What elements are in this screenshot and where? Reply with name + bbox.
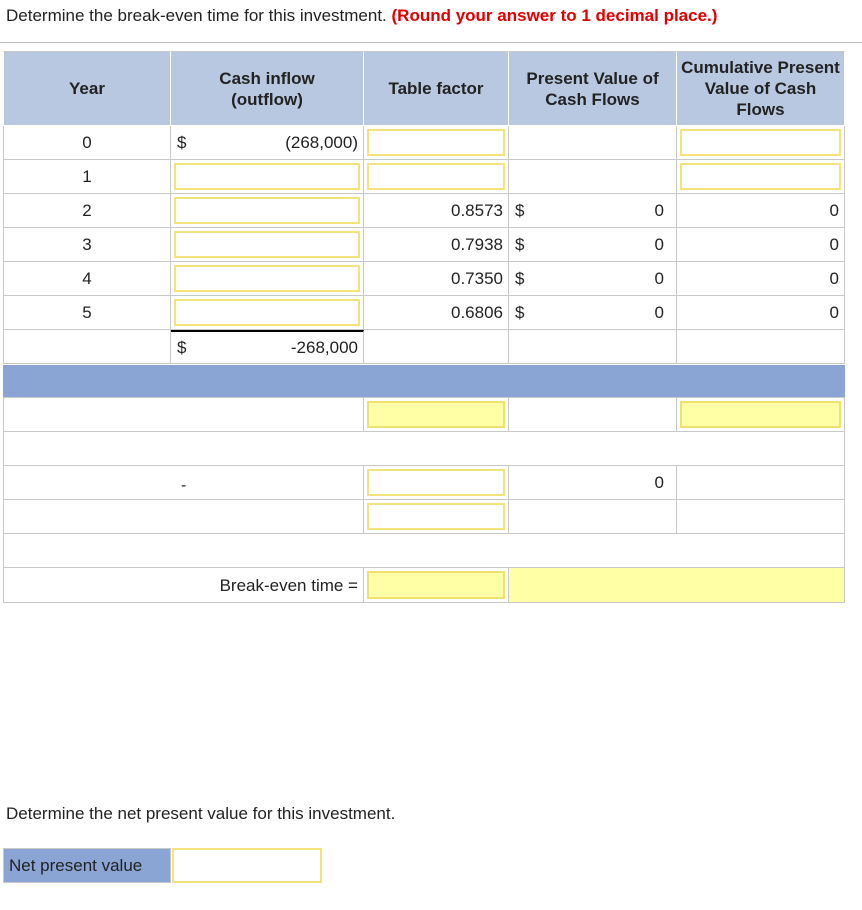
cum-cell: [677, 500, 845, 534]
empty-cell: [3, 330, 171, 364]
cash-inflow-input[interactable]: [174, 299, 360, 326]
factor-cell: [364, 398, 509, 432]
pv-cell: [509, 194, 677, 228]
cash-cell: [171, 262, 364, 296]
break-even-row: [3, 568, 845, 603]
total-cash-value: -268,000: [290, 337, 358, 357]
pv-cell: [509, 500, 677, 534]
empty-cell: [677, 330, 845, 364]
empty-row: [3, 432, 845, 466]
year-cell: 0: [3, 126, 171, 160]
factor-cell: [364, 568, 509, 603]
question-text: Determine the break-even time for this investment.: [6, 6, 387, 25]
pv-value: 0: [654, 200, 664, 220]
dollar-sign: $: [515, 302, 525, 322]
cash-cell: [171, 194, 364, 228]
cash-cell: [171, 160, 364, 194]
dollar-sign: $: [515, 200, 525, 220]
calc-input[interactable]: [367, 401, 505, 428]
header-cash-inflow: Cash inflow (outflow): [171, 51, 364, 126]
cum-value: 0: [677, 262, 845, 296]
factor-cell: [364, 160, 509, 194]
pv-cell: [509, 228, 677, 262]
cum-cell: [677, 126, 845, 160]
table-row: [3, 126, 845, 160]
factor-value: 0.8573: [364, 194, 509, 228]
header-present-value: Present Value of Cash Flows: [509, 51, 677, 126]
factor-cell: [364, 500, 509, 534]
divider: [0, 42, 862, 43]
dollar-sign: $: [515, 268, 525, 288]
cum-value: 0: [677, 228, 845, 262]
cash-inflow-input[interactable]: [174, 163, 360, 190]
year-cell: 5: [3, 296, 171, 330]
break-even-unit-cell[interactable]: [509, 568, 845, 603]
npv-row: [3, 848, 323, 883]
table-factor-input[interactable]: [367, 129, 505, 156]
table-row: [3, 432, 845, 466]
year-cell: 3: [3, 228, 171, 262]
table-row: [3, 398, 845, 432]
table-row: [3, 500, 845, 534]
pv-cell: [509, 160, 677, 194]
cumulative-pv-input[interactable]: [680, 163, 841, 190]
pv-value: 0: [654, 268, 664, 288]
table-row: [3, 160, 845, 194]
calc-input[interactable]: [367, 503, 505, 530]
empty-row: [3, 534, 845, 568]
pv-value: 0: [509, 466, 677, 500]
question-npv: Determine the net present value for this investment.: [6, 804, 396, 823]
cash-inflow-input[interactable]: [174, 265, 360, 292]
break-even-label: Break-even time =: [219, 575, 358, 595]
table-factor-input[interactable]: [367, 163, 505, 190]
section-separator: [3, 365, 845, 398]
header-table-factor: Table factor: [364, 51, 509, 126]
pv-cell: [509, 262, 677, 296]
calc-input[interactable]: [680, 401, 841, 428]
cum-cell: [677, 160, 845, 194]
factor-value: 0.7938: [364, 228, 509, 262]
cum-value: 0: [677, 194, 845, 228]
npv-label: Net present value: [3, 848, 171, 883]
factor-cell: [364, 466, 509, 500]
break-even-input[interactable]: [367, 571, 505, 599]
table-row: [3, 194, 845, 228]
cash-cell: [171, 228, 364, 262]
table-row: [3, 466, 845, 500]
cum-cell: [677, 466, 845, 500]
cum-cell: [677, 398, 845, 432]
label-cell: [3, 500, 364, 534]
total-cash-cell: [171, 330, 364, 364]
dollar-sign: $: [515, 234, 525, 254]
label-cell: [3, 466, 364, 500]
empty-cell: [364, 330, 509, 364]
pv-cell: [509, 296, 677, 330]
pv-cell: [509, 398, 677, 432]
table-row: [3, 296, 845, 330]
factor-value: 0.6806: [364, 296, 509, 330]
dollar-sign: $: [177, 132, 187, 152]
cum-value: 0: [677, 296, 845, 330]
header-year: Year: [3, 51, 171, 126]
cumulative-pv-input[interactable]: [680, 129, 841, 156]
question-break-even: [6, 6, 717, 26]
cash-cell: [171, 296, 364, 330]
table-header: [3, 51, 845, 126]
npv-input[interactable]: [172, 848, 322, 883]
year-cell: 2: [3, 194, 171, 228]
cash-inflow-input[interactable]: [174, 197, 360, 224]
empty-cell: [509, 330, 677, 364]
table-row: [3, 262, 845, 296]
year-cell: 1: [3, 160, 171, 194]
factor-cell: [364, 126, 509, 160]
pv-value: 0: [654, 234, 664, 254]
pv-cell: [509, 126, 677, 160]
cash-cell: [171, 126, 364, 160]
year-cell: 4: [3, 262, 171, 296]
table-row: [3, 228, 845, 262]
rounding-hint: (Round your answer to 1 decimal place.): [391, 6, 718, 25]
label-cell: [3, 398, 364, 432]
cash-inflow-input[interactable]: [174, 231, 360, 258]
minus-sign: -: [181, 477, 187, 494]
pv-value: 0: [654, 302, 664, 322]
table-row: [3, 534, 845, 568]
total-row: [3, 330, 845, 364]
factor-value: 0.7350: [364, 262, 509, 296]
calc-input[interactable]: [367, 469, 505, 496]
dollar-sign: $: [177, 337, 187, 357]
header-cumulative-pv: Cumulative Present Value of Cash Flows: [677, 51, 845, 126]
cash-value: (268,000): [285, 132, 358, 152]
